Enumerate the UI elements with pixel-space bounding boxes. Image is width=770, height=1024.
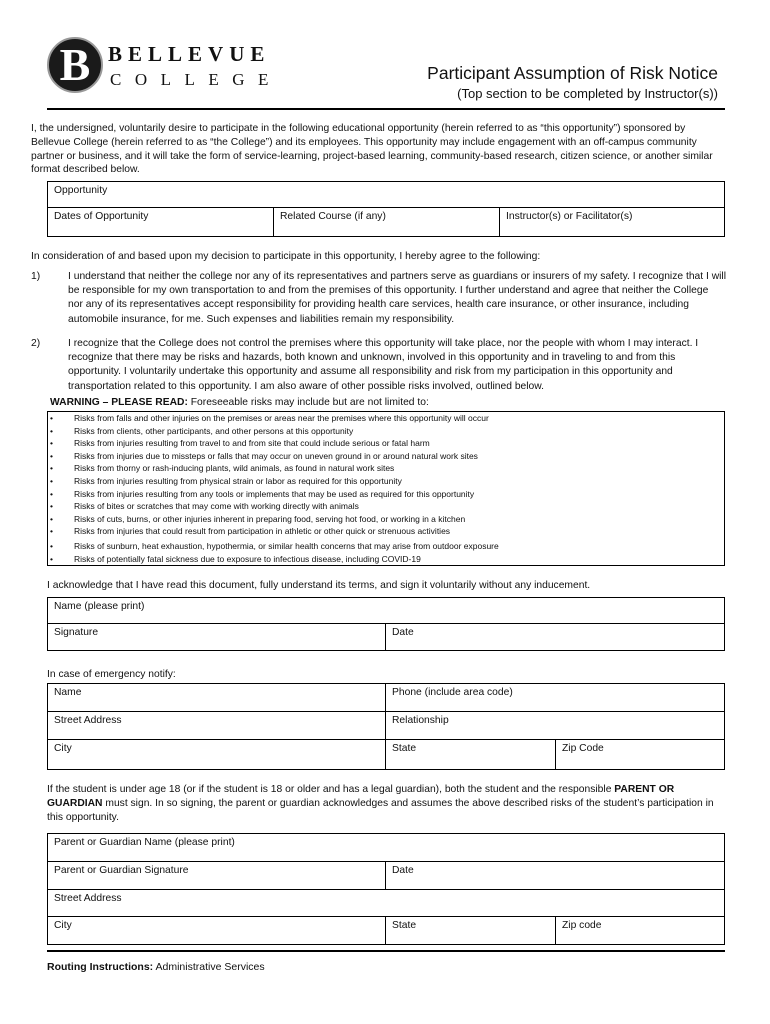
list-item: • Risks from thorny or rash-inducing plants, wild animals, as found in natural work sites bbox=[50, 463, 395, 474]
list-item: • Risks from injuries resulting from any tools or implements that may be used as required for this opportunity bbox=[50, 488, 475, 499]
name-print-field[interactable]: Name (please print) bbox=[48, 598, 725, 624]
warning-label: WARNING – PLEASE READ: bbox=[50, 397, 188, 408]
guardian-state-field[interactable]: State bbox=[386, 917, 556, 945]
list-item: • Risks from injuries due to missteps or falls that may occur on uneven ground in or around natural work sites bbox=[50, 450, 478, 461]
list-item: • Risks from injuries that could result from participation in athletic or other quick or strenuous activities bbox=[50, 526, 451, 537]
emergency-table bbox=[47, 683, 725, 770]
list-item: • Risks from falls and other injuries on the premises or areas near the premises where this opportunity will occur bbox=[50, 413, 489, 423]
acknowledge-text: I acknowledge that I have read this document, fully understand its terms, and sign it voluntarily without any inducement. bbox=[47, 580, 591, 591]
logo-wordmark-bottom: COLLEGE bbox=[110, 70, 282, 89]
dates-field[interactable]: Dates of Opportunity bbox=[48, 208, 274, 237]
emergency-zip-field[interactable]: Zip Code bbox=[556, 740, 725, 770]
guardian-zip-field[interactable]: Zip code bbox=[556, 917, 725, 945]
guardian-street-field[interactable]: Street Address bbox=[48, 890, 725, 917]
list-item: • Risks of cuts, burns, or other injuries inherent in preparing food, serving hot food, or working in a kitchen bbox=[50, 513, 466, 524]
minor-paragraph: If the student is under age 18 (or if the student is 18 or older and has a legal guardian), both the student and the responsible PARENT OR GUARDIAN must sign. In so signing, the parent or guardian acknowledges and assumes the above described risks of the student’s participation in this opportunity. bbox=[47, 784, 714, 823]
list-item: • Risks of bites or scratches that may come with working directly with animals bbox=[50, 501, 359, 512]
risk-list bbox=[50, 412, 499, 565]
warning-text: Foreseeable risks may include but are not limited to: bbox=[187, 397, 429, 408]
emergency-street-field[interactable]: Street Address bbox=[48, 712, 386, 740]
emergency-label: In case of emergency notify: bbox=[47, 669, 176, 680]
item-text: I recognize that the College does not control the premises where this opportunity will take place, nor the people with whom I may interact. I recognize that there may be risks and hazards, both known and unknown, involved in this opportunity and in traveling to and from this opportunity. I voluntarily undertake this opportunity and assume all responsibility and risk from my participation in this opportunity and transportation related to this opportunity. I am also aware of other possible risks involved, outlined below. bbox=[68, 338, 699, 392]
guardian-date-field[interactable]: Date bbox=[386, 862, 725, 890]
warning-line bbox=[50, 397, 429, 408]
header-divider bbox=[47, 108, 725, 110]
list-item: • Risks from clients, other participants, and other persons at this opportunity bbox=[50, 425, 354, 436]
routing-instructions: Routing Instructions: Administrative Services bbox=[47, 961, 265, 973]
item-number: 1) bbox=[31, 271, 41, 282]
emergency-name-field[interactable]: Name bbox=[48, 684, 386, 712]
page-subtitle: (Top section to be completed by Instructor(s)) bbox=[457, 86, 718, 101]
logo-wordmark-top: BELLEVUE bbox=[108, 42, 271, 66]
guardian-signature-field[interactable]: Parent or Guardian Signature bbox=[48, 862, 386, 890]
list-item: • Risks of potentially fatal sickness due to exposure to infectious disease, including COVID-19 bbox=[50, 553, 421, 564]
emergency-city-field[interactable]: City bbox=[48, 740, 386, 770]
course-field[interactable]: Related Course (if any) bbox=[274, 208, 500, 237]
item-text: I understand that neither the college nor any of its representatives and partners serve as guardians or insurers of my safety. I recognize that I will be responsible for my own transportation to and from the premises of this opportunity. I further understand and agree that neither the College nor any of its representatives accept responsibility for providing health care services, health care insurance, or other insurance, including automobile insurance, for me. Such expenses and liabilities remain my responsibility. bbox=[68, 271, 727, 325]
opportunity-table bbox=[47, 181, 725, 237]
emergency-phone-field[interactable]: Phone (include area code) bbox=[386, 684, 725, 712]
consideration-text: In consideration of and based upon my decision to participate in this opportunity, I hereby agree to the following: bbox=[31, 251, 541, 262]
footer-divider bbox=[47, 950, 725, 952]
emergency-relationship-field[interactable]: Relationship bbox=[386, 712, 725, 740]
list-item: • Risks from injuries resulting from physical strain or labor as required for this opportunity bbox=[50, 475, 402, 486]
signature-table bbox=[47, 597, 725, 651]
guardian-table bbox=[47, 833, 725, 945]
emergency-state-field[interactable]: State bbox=[386, 740, 556, 770]
date-field[interactable]: Date bbox=[386, 624, 725, 651]
list-item: • Risks from injuries resulting from travel to and from site that could include serious or fatal harm bbox=[50, 438, 430, 449]
signature-field[interactable]: Signature bbox=[48, 624, 386, 651]
page-title: Participant Assumption of Risk Notice bbox=[427, 63, 718, 83]
logo-letter: B bbox=[59, 39, 91, 90]
guardian-city-field[interactable]: City bbox=[48, 917, 386, 945]
guardian-name-field[interactable]: Parent or Guardian Name (please print) bbox=[48, 834, 725, 862]
list-item: • Risks of sunburn, heat exhaustion, hypothermia, or similar health concerns that may arise from outdoor exposure bbox=[50, 540, 499, 551]
instructor-field[interactable]: Instructor(s) or Facilitator(s) bbox=[500, 208, 725, 237]
item-number: 2) bbox=[31, 338, 41, 349]
opportunity-field[interactable]: Opportunity bbox=[48, 182, 725, 208]
intro-paragraph: I, the undersigned, voluntarily desire to participate in the following educational opportunity (herein referred to as “this opportunity”) sponsored by Bellevue College (herein referred to as “the College”) and its employees. This opportunity may include engagement with an off-campus community partner or business, and it will take the form of service-learning, project-based learning, community-based research, citizen science, or another similar format described below. bbox=[31, 123, 713, 176]
